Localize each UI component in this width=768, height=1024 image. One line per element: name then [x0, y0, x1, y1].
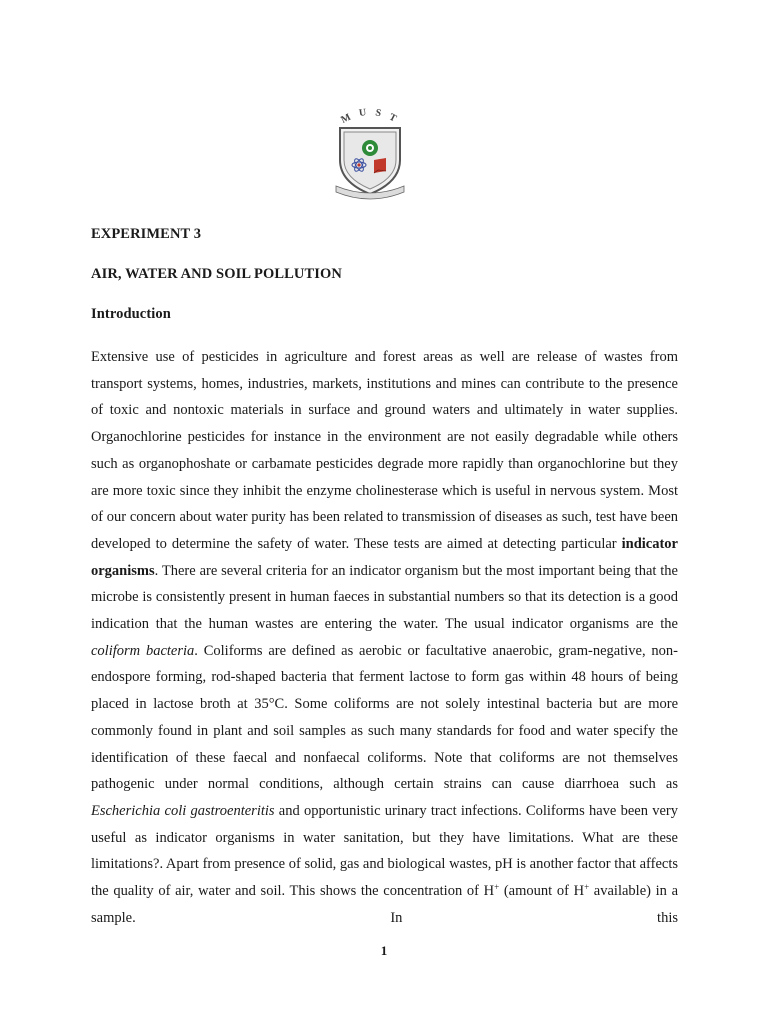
- page-number: 1: [380, 943, 388, 958]
- paragraph-text: available) in a sample. In this: [91, 883, 679, 926]
- paragraph-text: and opportunistic urinary tract infections. Coliforms have been very useful as indicator organisms in water sanitation, but they have limitations. What are these limitations?. Apart from presence of solid, gas and biological wastes, pH is another factor that affects the quality of air, water and soil. This shows the concentration of H: [91, 802, 678, 900]
- paragraph-text: . Coliforms are defined as aerobic or facultative anaerobic, gram-negative, non-endospore forming, rod-shaped bacteria that ferment lactose to form gas within 48 hours of being placed in lactose broth at 35°C. Some coliforms are not solely intestinal bacteria but are more commonly found in plant and soil samples as such many standards for food and water specify the identification of these faecal and nonfaecal coliforms. Note that coliforms are not themselves pathogenic under normal conditions, although certain strains can cause diarrhoea such as: [91, 642, 678, 793]
- introduction-paragraph: [91, 344, 678, 931]
- university-crest-logo: [332, 108, 408, 200]
- experiment-heading: EXPERIMENT 3: [91, 226, 202, 242]
- svg-text:M U S T: M U S T: [339, 108, 401, 126]
- emphasis-bold: indicator organisms: [91, 535, 678, 579]
- section-heading: Introduction: [91, 306, 171, 322]
- title-heading: AIR, WATER AND SOIL POLLUTION: [91, 266, 342, 282]
- paragraph-text: . There are several criteria for an indicator organism but the most important being that the microbe is consistently present in human faeces in substantial numbers so that its detection is a good indication that the human wastes are entering the water. The usual indicator organisms are the: [91, 562, 678, 633]
- paragraph-text: (amount of H: [499, 883, 585, 900]
- superscript: +: [494, 882, 500, 893]
- emphasis-italic: Escherichia coli gastroenteritis: [91, 802, 275, 819]
- superscript: +: [584, 882, 590, 893]
- document-body: [91, 224, 678, 931]
- emphasis-italic: coliform bacteria: [91, 642, 195, 659]
- paragraph-text: Extensive use of pesticides in agriculture and forest areas as well are release of wastes from transport systems, homes, industries, markets, institutions and mines can contribute to the presence of toxic and nontoxic materials in surface and ground waters and ultimately in water supplies. Organochlorine pesticides for instance in the environment are not easily degradable while others such as organophoshate or carbamate pesticides degrade more rapidly than organochlorine but they are more toxic since they inhibit the enzyme cholinesterase which is useful in nervous system. Most of our concern about water purity has been related to transmission of diseases as such, test have been developed to determine the safety of water. These tests are aimed at detecting particular: [91, 349, 678, 552]
